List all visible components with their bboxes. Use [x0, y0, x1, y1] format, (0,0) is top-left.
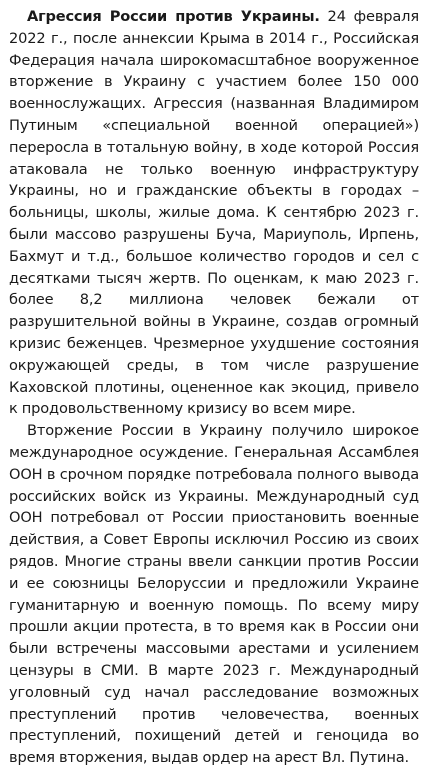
- paragraph-condemnation-text: Вторжение России в Украину получило широкое международное осуждение. Генеральная Ассамблея ООН в срочном порядке потребовала полного вывода российских войск из Украины. Международный суд ООН потребовал от России приостановить военные действия, а Совет Европы исключил Россию из своих рядов. Многие страны ввели санкции против России и ее союзницы Белоруссии и предложили Украине гуманитарную и военную помощь. По всему миру прошли акции протеста, в то время как в России они были встречены массовыми арестами и усилением цензуры в СМИ. В марте 2023 г. Международный уголовный суд начал расследование возможных преступлений против человечества, военных преступлений, похищений детей и геноцида во время вторжения, выдав ордер на арест Вл. Путина.: [9, 422, 419, 767]
- paragraph-invasion-text: 24 февраля 2022 г., после аннексии Крыма в 2014 г., Российская Федерация начала широкомасштабное вооруженное вторжение в Украину с участием более 150 000 военнослужащих. Агрессия (названная Владимиром Путиным «специальной военной операцией») переросла в тотальную войну, в ходе которой Россия атаковала не только военную инфраструктуру Украины, но и гражданские объекты в городах – больницы, школы, жилые дома. К сентябрю 2023 г. были массово разрушены Буча, Мариуполь, Ирпень, Бахмут и т.д., большое количество городов и сел с десятками тысяч жертв. По оценкам, к маю 2023 г. более 8,2 миллиона человек бежали от разрушительной войны в Украине, создав огромный кризис беженцев. Чрезмерное ухудшение состояния окружающей среды, в том числе разрушение Каховской плотины, оцененное как экоцид, привело к продовольственному кризису во всем мире.: [9, 8, 419, 418]
- paragraph-invasion: [9, 6, 419, 420]
- article-body: [9, 6, 419, 769]
- paragraph-condemnation: [9, 420, 419, 769]
- paragraph-lead-heading: Агрессия России против Украины.: [27, 8, 320, 25]
